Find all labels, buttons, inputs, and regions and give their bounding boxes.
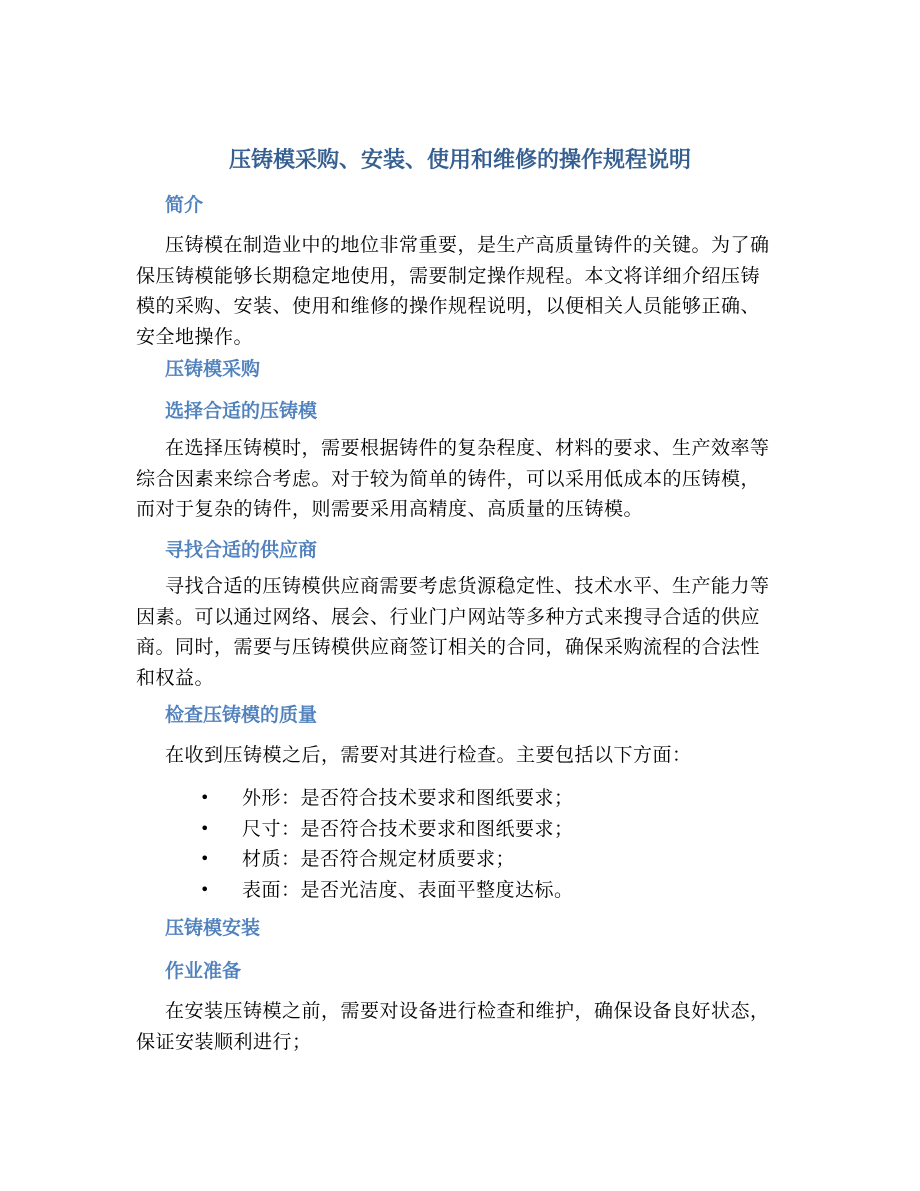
heading-select-mold: 选择合适的压铸模 <box>165 400 318 422</box>
bullet-icon: • <box>200 849 210 868</box>
paragraph-check-quality-intro: 在收到压铸模之后，需要对其进行检查。主要包括以下方面： <box>165 744 692 766</box>
heading-check-quality: 检查压铸模的质量 <box>165 704 318 726</box>
paragraph-select-mold: 在选择压铸模时，需要根据铸件的复杂程度、材料的要求、生产效率等综合因素来综合考虑。对于较为简单的铸件，可以采用低成本的压铸模，而对于复杂的铸件，则需要采用高精度、高质量的压铸模。 <box>136 437 770 520</box>
heading-find-supplier: 寻找合适的供应商 <box>165 539 318 561</box>
list-item-text: 材质：是否符合规定材质要求； <box>242 848 516 870</box>
list-item-text: 表面：是否光洁度、表面平整度达标。 <box>242 878 574 901</box>
paragraph-prep: 在安装压铸模之前，需要对设备进行检查和维护，确保设备良好状态，保证安装顺利进行； <box>136 1000 770 1053</box>
paragraph-intro: 压铸模在制造业中的地位非常重要，是生产高质量铸件的关键。为了确保压铸模能够长期稳定地使用，需要制定操作规程。本文将详细介绍压铸模的采购、安装、使用和维修的操作规程说明，以便相关人员能够正确、安全地操作。 <box>136 234 770 348</box>
document-title: 压铸模采购、安装、使用和维修的操作规程说明 <box>228 147 691 173</box>
heading-purchase: 压铸模采购 <box>165 358 261 380</box>
bullet-icon: • <box>200 788 210 807</box>
bullet-icon: • <box>200 879 210 899</box>
list-item-text: 尺寸：是否符合技术要求和图纸要求； <box>242 817 574 840</box>
list-item-text: 外形：是否符合技术要求和图纸要求； <box>242 787 574 809</box>
heading-install: 压铸模安装 <box>165 917 261 939</box>
bullet-icon: • <box>200 818 210 838</box>
heading-intro: 简介 <box>165 194 204 216</box>
heading-prep: 作业准备 <box>165 960 242 982</box>
paragraph-find-supplier: 寻找合适的压铸模供应商需要考虑货源稳定性、技术水平、生产能力等因素。可以通过网络、展会、行业门户网站等多种方式来搜寻合适的供应商。同时，需要与压铸模供应商签订相关的合同，确保采购流程的合法性和权益。 <box>136 575 770 689</box>
